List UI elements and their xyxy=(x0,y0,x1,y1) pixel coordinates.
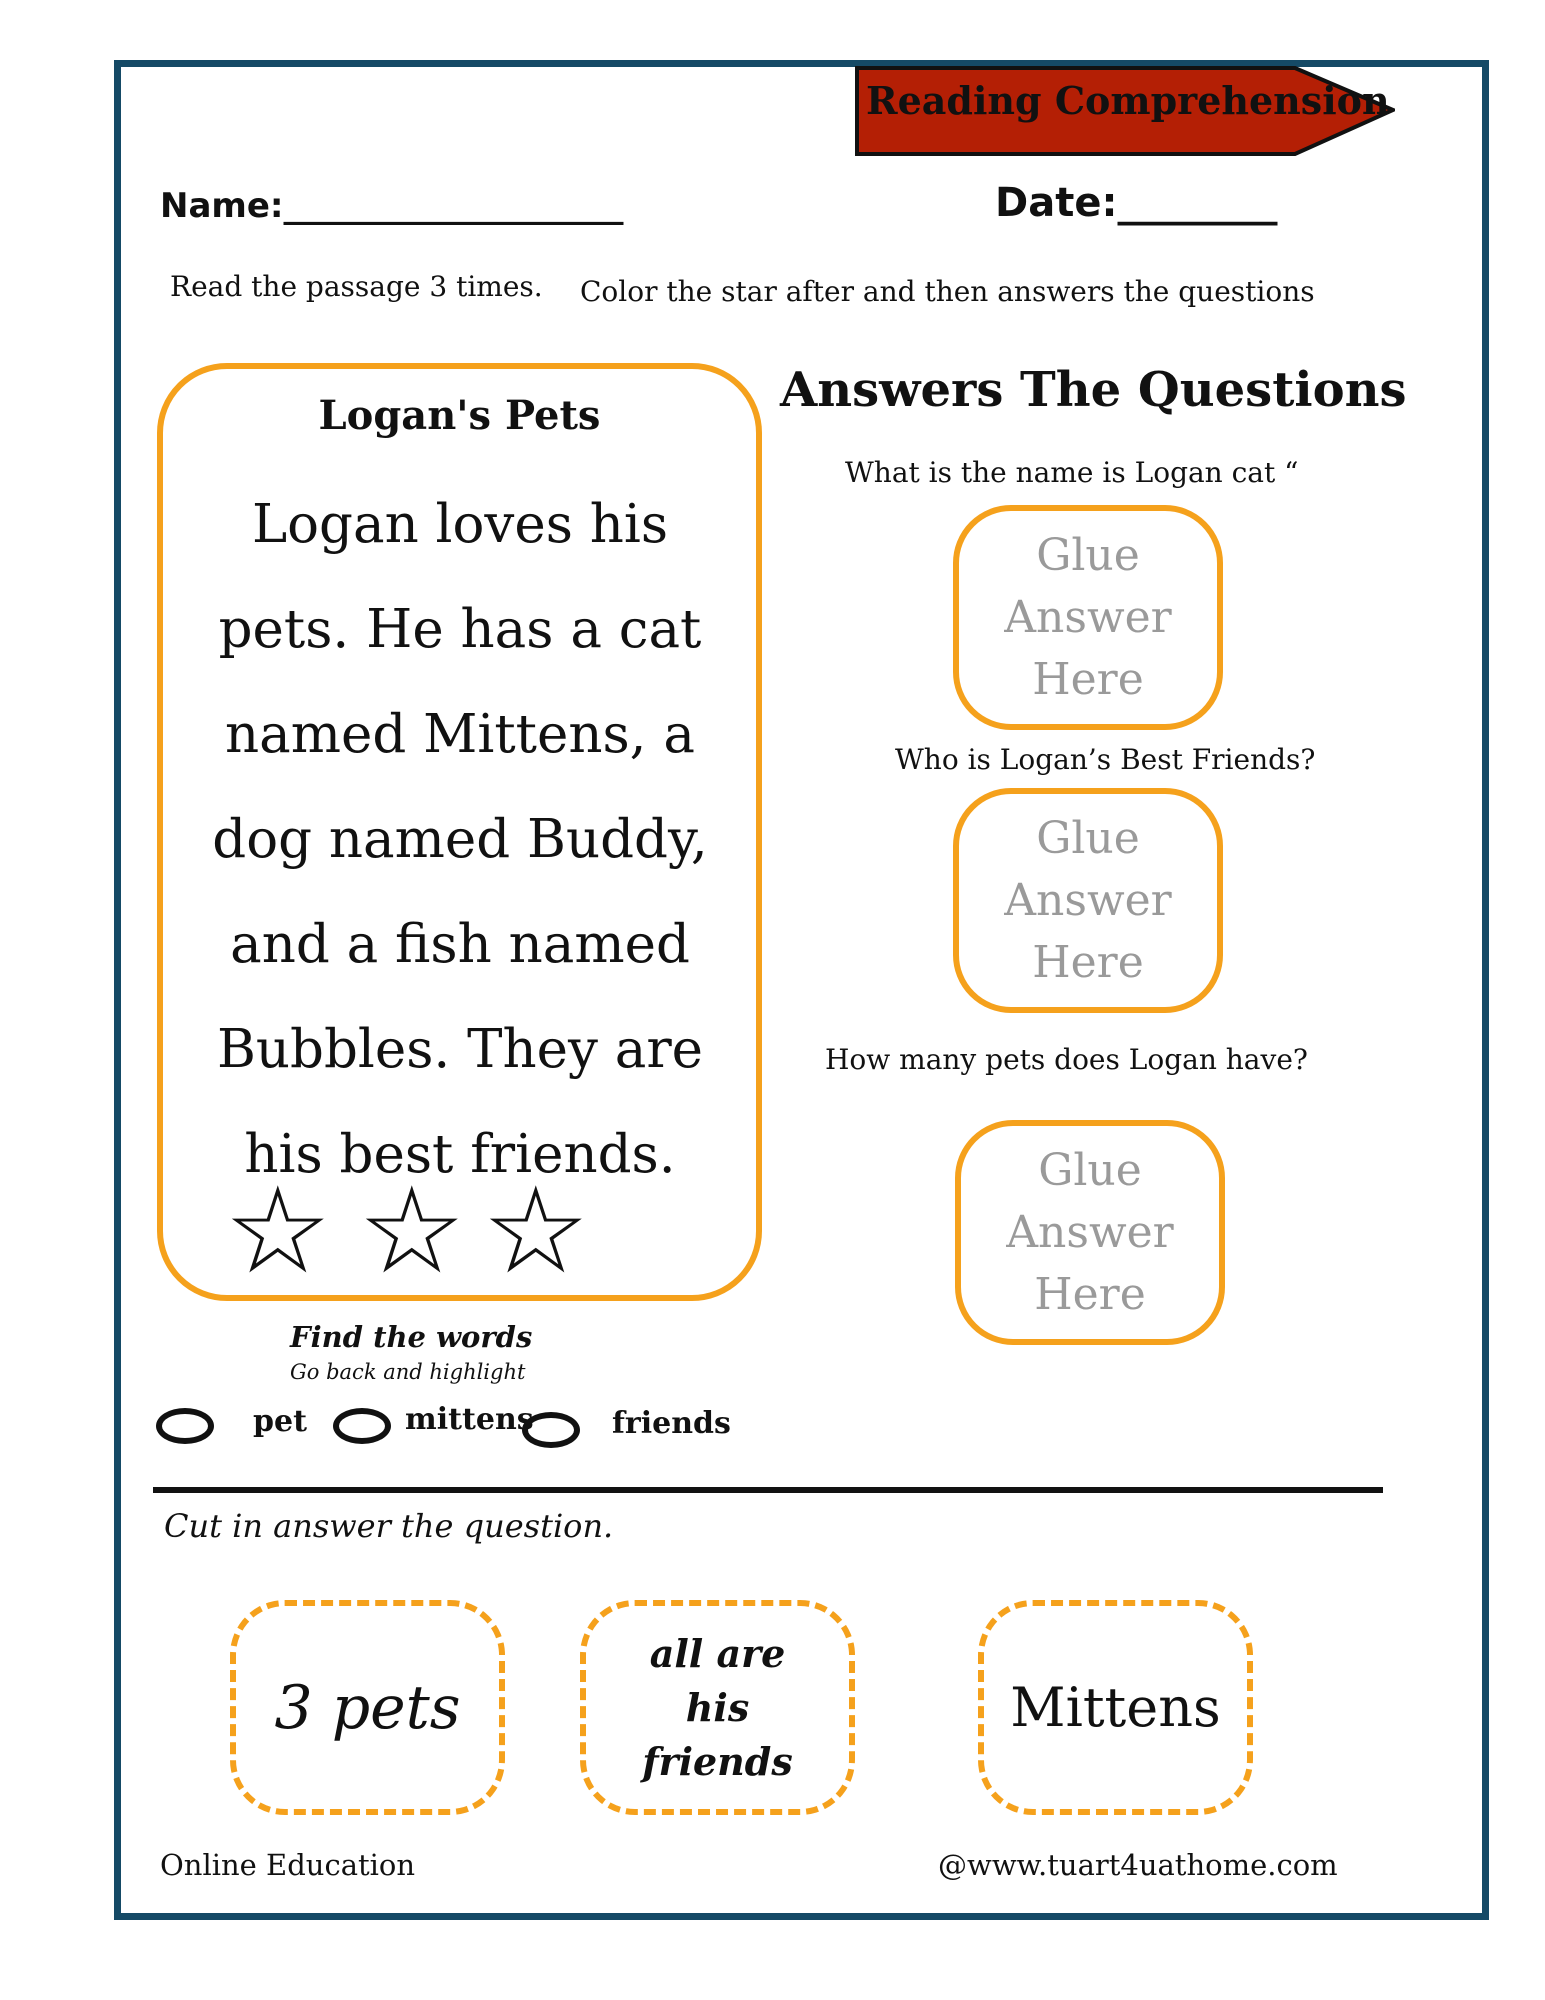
glue-line: Answer xyxy=(1004,874,1172,926)
glue-line: Glue xyxy=(1036,529,1140,581)
date-field-label: Date:________ xyxy=(995,180,1278,226)
passage-text xyxy=(185,472,735,1207)
star-outline-icon[interactable]: ☆ xyxy=(358,1162,466,1301)
passage-line: and a fish named xyxy=(230,914,690,975)
passage-line: dog named Buddy, xyxy=(212,809,708,870)
find-word-mittens: mittens xyxy=(405,1402,534,1437)
footer-left: Online Education xyxy=(160,1848,416,1882)
instruction-part2: Color the star after and then answers the questions xyxy=(580,275,1315,308)
cut-answer-card-1[interactable] xyxy=(230,1600,505,1815)
name-field-label: Name:____________________ xyxy=(160,186,624,226)
glue-answer-box-2[interactable] xyxy=(953,788,1223,1013)
passage-line: named Mittens, a xyxy=(225,704,695,765)
cut-answer-card-2[interactable] xyxy=(580,1600,855,1815)
question-3: How many pets does Logan have? xyxy=(825,1043,1308,1076)
instruction-part1: Read the passage 3 times. xyxy=(170,270,543,303)
cut-instruction: Cut in answer the question. xyxy=(164,1507,614,1545)
highlight-oval-icon[interactable] xyxy=(522,1412,580,1448)
find-words-subtitle: Go back and highlight xyxy=(290,1360,526,1384)
star-outline-icon[interactable]: ☆ xyxy=(224,1162,332,1301)
star-outline-icon[interactable]: ☆ xyxy=(482,1162,590,1301)
glue-line: Here xyxy=(1032,936,1144,988)
passage-title: Logan's Pets xyxy=(318,392,601,439)
passage-line: Logan loves his xyxy=(251,494,669,555)
find-word-pet: pet xyxy=(253,1404,307,1439)
cut-answer-text: 3 pets xyxy=(274,1672,461,1743)
glue-line: Glue xyxy=(1038,1144,1142,1196)
footer-website[interactable]: @www.tuart4uathome.com xyxy=(938,1848,1338,1882)
glue-line: Answer xyxy=(1004,591,1172,643)
highlight-oval-icon[interactable] xyxy=(156,1408,214,1444)
glue-line: Here xyxy=(1032,653,1144,705)
highlight-oval-icon[interactable] xyxy=(333,1408,391,1444)
passage-line: his best friends. xyxy=(244,1124,676,1185)
glue-line: Here xyxy=(1034,1268,1146,1320)
question-2: Who is Logan’s Best Friends? xyxy=(895,743,1316,776)
section-divider xyxy=(153,1487,1383,1493)
find-word-friends: friends xyxy=(612,1406,731,1441)
passage-line: pets. He has a cat xyxy=(218,599,702,660)
glue-line: Glue xyxy=(1036,812,1140,864)
questions-title: Answers The Questions xyxy=(780,362,1407,418)
glue-answer-box-3[interactable] xyxy=(955,1120,1225,1345)
passage-line: Bubbles. They are xyxy=(216,1019,704,1080)
glue-line: Answer xyxy=(1006,1206,1174,1258)
banner-title: Reading Comprehension xyxy=(866,78,1390,123)
cut-answer-card-3[interactable] xyxy=(978,1600,1253,1815)
question-1: What is the name is Logan cat “ xyxy=(845,456,1299,489)
find-words-title: Find the words xyxy=(290,1320,533,1354)
cut-answer-text: Mittens xyxy=(1010,1676,1221,1739)
cut-answer-text: all are his friends xyxy=(642,1630,793,1784)
glue-answer-box-1[interactable] xyxy=(953,505,1223,730)
